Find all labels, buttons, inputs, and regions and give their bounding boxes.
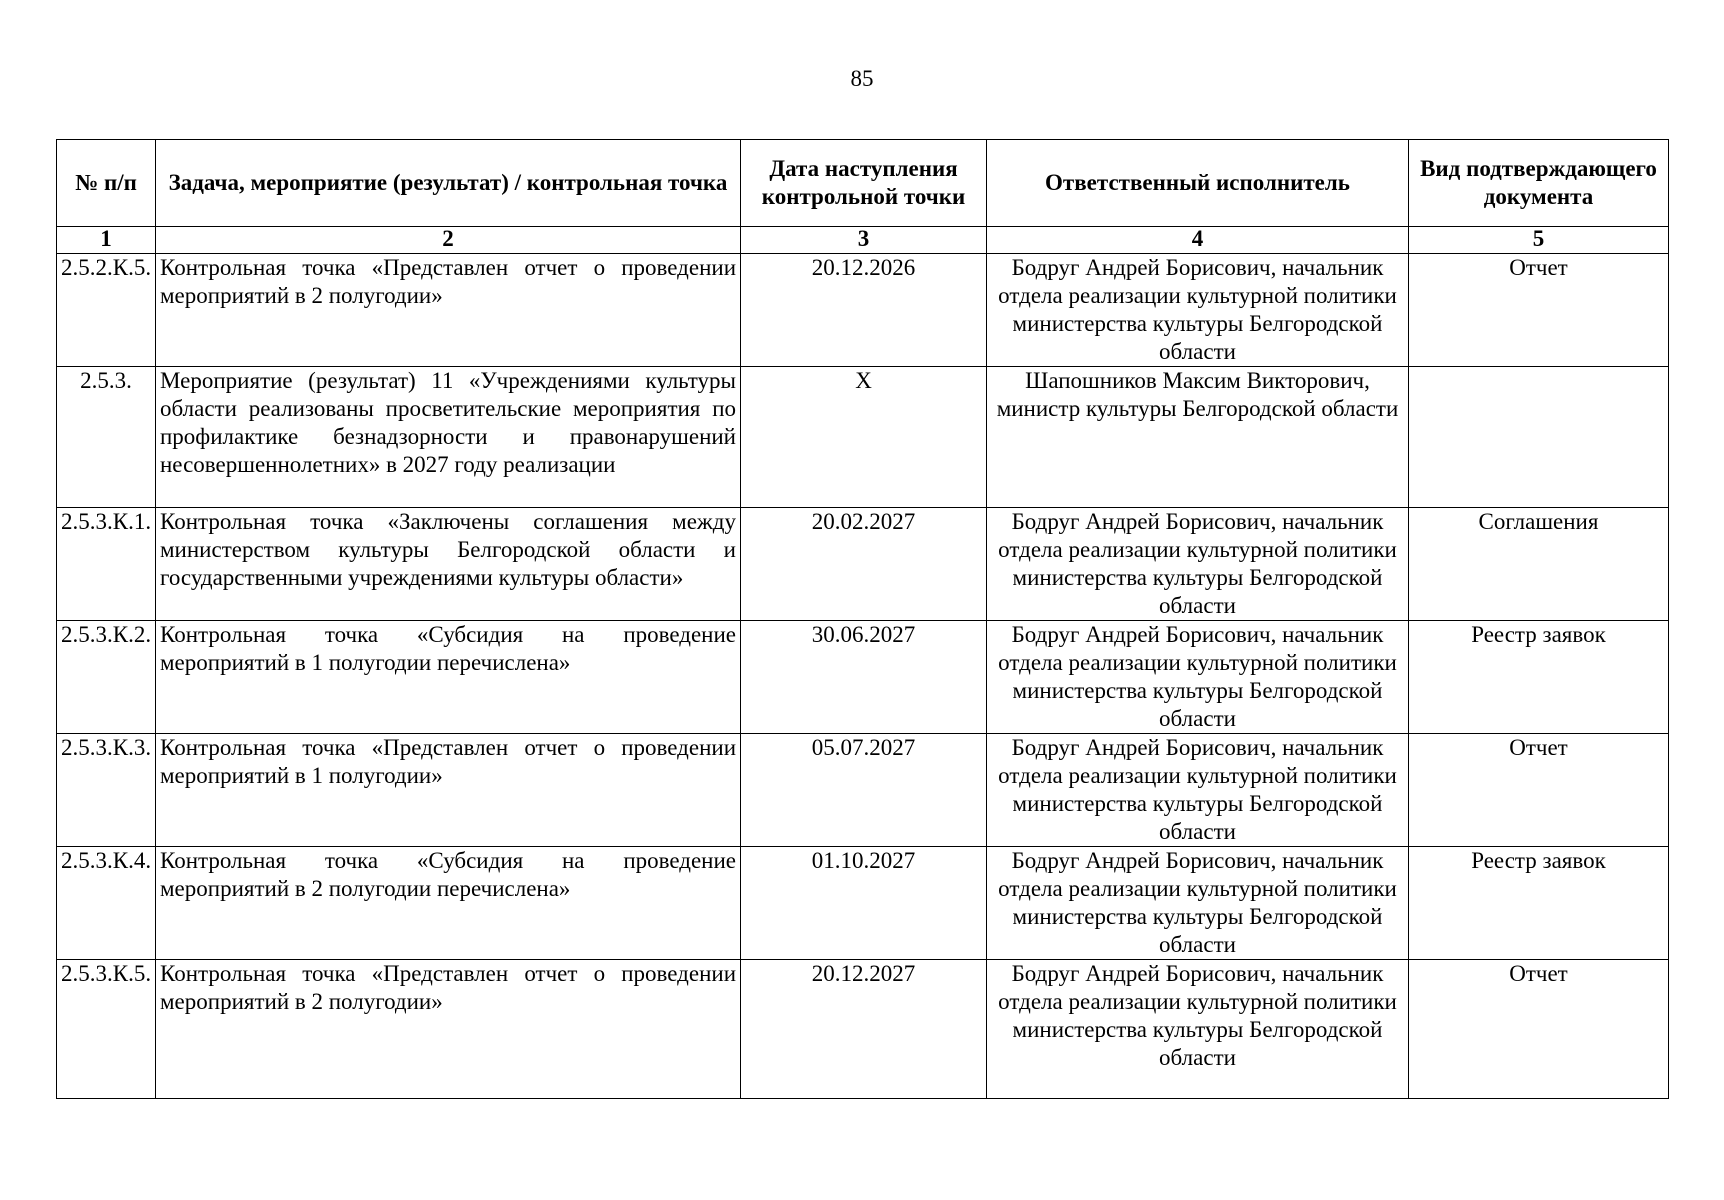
- header-responsible: Ответственный исполнитель: [987, 140, 1409, 227]
- row-task: Контрольная точка «Субсидия на проведение мероприятий в 2 полугодии перечислена»: [156, 847, 741, 960]
- row-task: Контрольная точка «Представлен отчет о проведении мероприятий в 2 полугодии»: [156, 960, 741, 1099]
- row-document: [1409, 367, 1669, 508]
- row-task: Контрольная точка «Представлен отчет о проведении мероприятий в 2 полугодии»: [156, 254, 741, 367]
- row-document: Отчет: [1409, 960, 1669, 1099]
- row-date: 30.06.2027: [741, 621, 987, 734]
- header-task: Задача, мероприятие (результат) / контрольная точка: [156, 140, 741, 227]
- row-responsible: Бодруг Андрей Борисович, начальник отдела реализации культурной политики министерства культуры Белгородской области: [987, 847, 1409, 960]
- column-number: 4: [987, 227, 1409, 254]
- row-responsible: Бодруг Андрей Борисович, начальник отдела реализации культурной политики министерства культуры Белгородской области: [987, 254, 1409, 367]
- row-number: 2.5.3.К.5.: [57, 960, 156, 1099]
- table-row: [57, 734, 1669, 847]
- table-row: [57, 367, 1669, 508]
- table-row: [57, 960, 1669, 1099]
- table-row: [57, 254, 1669, 367]
- table-row: [57, 847, 1669, 960]
- column-numbers-row: [57, 227, 1669, 254]
- page-number: 85: [850, 66, 874, 91]
- row-task: Контрольная точка «Субсидия на проведение мероприятий в 1 полугодии перечислена»: [156, 621, 741, 734]
- table-row: [57, 508, 1669, 621]
- table-row: [57, 621, 1669, 734]
- column-number: 1: [57, 227, 156, 254]
- row-date: 01.10.2027: [741, 847, 987, 960]
- row-date: 20.12.2026: [741, 254, 987, 367]
- column-number: 5: [1409, 227, 1669, 254]
- column-number: 2: [156, 227, 741, 254]
- row-task: Контрольная точка «Заключены соглашения между министерством культуры Белгородской области и государственными учреждениями культуры области»: [156, 508, 741, 621]
- row-document: Реестр заявок: [1409, 847, 1669, 960]
- row-document: Отчет: [1409, 734, 1669, 847]
- row-number: 2.5.3.К.2.: [57, 621, 156, 734]
- row-date: 20.02.2027: [741, 508, 987, 621]
- row-number: 2.5.3.К.3.: [57, 734, 156, 847]
- row-responsible: Бодруг Андрей Борисович, начальник отдела реализации культурной политики министерства культуры Белгородской области: [987, 960, 1409, 1099]
- row-document: Отчет: [1409, 254, 1669, 367]
- row-date: 05.07.2027: [741, 734, 987, 847]
- control-points-table: [56, 139, 1669, 1099]
- header-num: № п/п: [57, 140, 156, 227]
- row-responsible: Бодруг Андрей Борисович, начальник отдела реализации культурной политики министерства культуры Белгородской области: [987, 508, 1409, 621]
- header-document: Вид подтверждающего документа: [1409, 140, 1669, 227]
- row-number: 2.5.2.К.5.: [57, 254, 156, 367]
- header-date: Дата наступления контрольной точки: [741, 140, 987, 227]
- row-number: 2.5.3.: [57, 367, 156, 508]
- row-document: Реестр заявок: [1409, 621, 1669, 734]
- header-row: [57, 140, 1669, 227]
- row-task: Контрольная точка «Представлен отчет о проведении мероприятий в 1 полугодии»: [156, 734, 741, 847]
- row-number: 2.5.3.К.4.: [57, 847, 156, 960]
- row-task: Мероприятие (результат) 11 «Учреждениями культуры области реализованы просветительские мероприятия по профилактике безнадзорности и правонарушений несовершеннолетних» в 2027 году реализации: [156, 367, 741, 508]
- row-responsible: Бодруг Андрей Борисович, начальник отдела реализации культурной политики министерства культуры Белгородской области: [987, 621, 1409, 734]
- column-number: 3: [741, 227, 987, 254]
- row-responsible: Шапошников Максим Викторович, министр культуры Белгородской области: [987, 367, 1409, 508]
- row-document: Соглашения: [1409, 508, 1669, 621]
- row-date: X: [741, 367, 987, 508]
- row-responsible: Бодруг Андрей Борисович, начальник отдела реализации культурной политики министерства культуры Белгородской области: [987, 734, 1409, 847]
- row-date: 20.12.2027: [741, 960, 987, 1099]
- row-number: 2.5.3.К.1.: [57, 508, 156, 621]
